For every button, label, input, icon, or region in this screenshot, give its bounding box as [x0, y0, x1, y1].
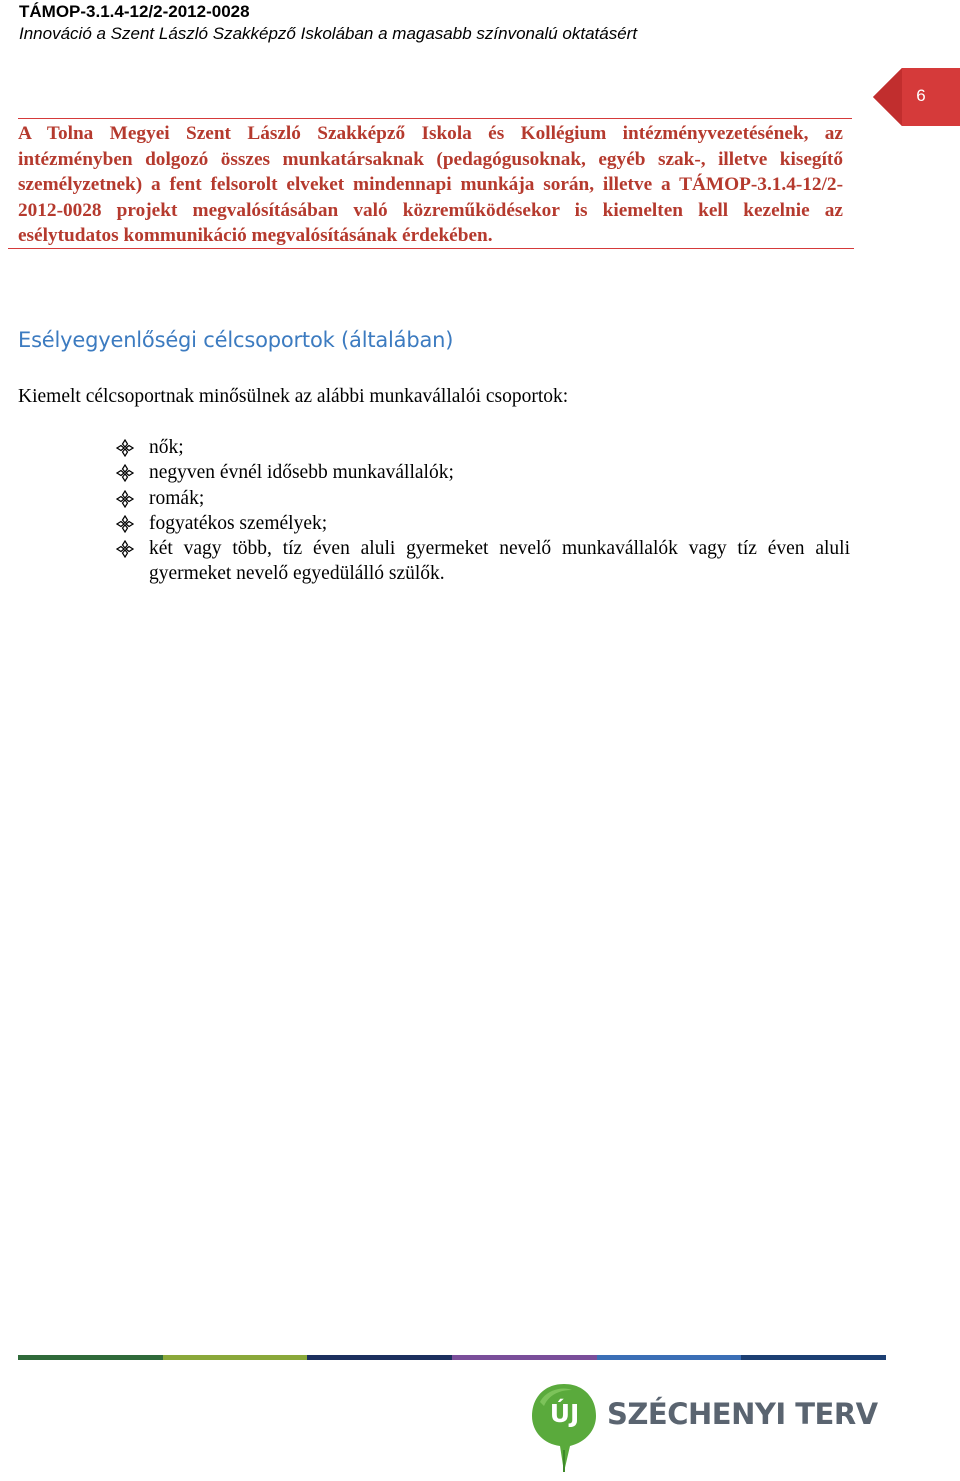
list-item-text: két vagy több, tíz éven aluli gyermeket nevelő munkavállalók vagy tíz éven aluli gyermeket nevelő egyedülálló szülők. — [149, 538, 850, 585]
footer-stripe — [597, 1355, 742, 1360]
highlight-paragraph — [18, 121, 843, 249]
header-project-title: Innováció a Szent László Szakképző Iskolában a magasabb színvonalú oktatásért — [19, 24, 638, 43]
target-group-list — [0, 435, 960, 587]
diamond-bullet-icon — [116, 439, 134, 457]
list-item-text: nők; — [149, 437, 184, 458]
footer-stripe — [452, 1355, 597, 1360]
diamond-bullet-icon — [116, 490, 134, 508]
section-intro: Kiemelt célcsoportnak minősülnek az alábbi munkavállalói csoportok: — [18, 386, 569, 407]
diamond-bullet-icon — [116, 464, 134, 482]
header-project-code: TÁMOP-3.1.4-12/2-2012-0028 — [19, 2, 250, 21]
list-item — [0, 486, 850, 511]
highlight-paragraph-text: A Tolna Megyei Szent László Szakképző Iskola és Kollégium intézményvezetésének, az intézményben dolgozó összes munkatársaknak (pedagógusoknak, egyéb szak-, illetve kisegítő személyzetnek) a fent felsorolt elveket mindennapi munkája során, illetve a TÁMOP-3.1.4-12/2-2012-0028 projekt megvalósításában való közreműködésekor is kiemelten kell kezelnie az esélytudatos kommunikáció megvalósításának érdekében. — [18, 123, 843, 247]
footer-stripe — [18, 1355, 163, 1360]
list-item — [0, 460, 850, 485]
logo-prefix: ÚJ — [549, 1399, 580, 1428]
list-item — [0, 536, 850, 587]
list-item — [0, 435, 850, 460]
list-item — [0, 511, 850, 536]
section-heading: Esélyegyenlőségi célcsoportok (általában) — [18, 328, 454, 352]
footer-stripe — [307, 1355, 452, 1360]
list-item-text: romák; — [149, 487, 205, 509]
logo-wordmark: SZÉCHENYI TERV — [607, 1397, 878, 1431]
paragraph-divider — [8, 248, 854, 249]
header-divider — [18, 118, 852, 119]
diamond-bullet-icon — [116, 515, 134, 533]
diamond-bullet-icon — [116, 540, 134, 558]
page-number: 6 — [916, 86, 926, 105]
footer-stripe — [741, 1355, 886, 1360]
list-item-text: negyven évnél idősebb munkavállalók; — [149, 462, 454, 484]
footer-stripe — [163, 1355, 308, 1360]
page-header — [19, 2, 919, 45]
footer-color-stripes — [18, 1355, 886, 1360]
list-item-text: fogyatékos személyek; — [149, 512, 328, 534]
